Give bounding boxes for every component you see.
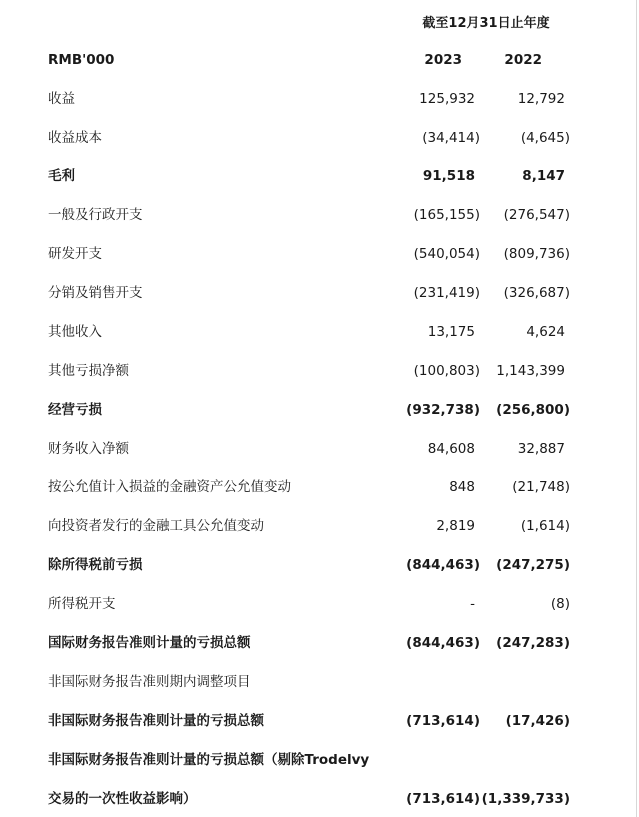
row-label: 毛利 xyxy=(48,168,75,184)
value-2023: 125,932 xyxy=(419,91,475,107)
column-header-row xyxy=(0,50,637,88)
value-2022: 8,147 xyxy=(522,168,565,184)
value-2023: (713,614) xyxy=(406,791,480,807)
value-2022: 1,143,399 xyxy=(496,363,565,379)
value-2023: (34,414) xyxy=(422,130,480,146)
table-row xyxy=(0,89,637,127)
year-2023-header: 2023 xyxy=(424,52,462,68)
table-row xyxy=(0,244,637,282)
value-2022: (21,748) xyxy=(512,479,570,495)
table-row xyxy=(0,166,637,204)
table-row xyxy=(0,750,637,788)
row-label: 经营亏损 xyxy=(48,402,102,418)
table-row xyxy=(0,555,637,593)
year-2022-header: 2022 xyxy=(504,52,542,68)
row-label: 按公允值计入损益的金融资产公允值变动 xyxy=(48,479,291,495)
table-row xyxy=(0,322,637,360)
value-2023: 13,175 xyxy=(427,324,475,340)
value-2022: (1,339,733) xyxy=(481,791,570,807)
row-label: 收益成本 xyxy=(48,130,102,146)
value-2022: (256,800) xyxy=(496,402,570,418)
table-row xyxy=(0,439,637,477)
period-header: 截至12月31日止年度 xyxy=(422,16,550,31)
value-2023: 2,819 xyxy=(436,518,475,534)
table-row xyxy=(0,361,637,399)
value-2022: (247,283) xyxy=(496,635,570,651)
value-2023: (844,463) xyxy=(406,635,480,651)
table-row xyxy=(0,672,637,710)
row-label: 国际财务报告准则计量的亏损总额 xyxy=(48,635,251,651)
table-row xyxy=(0,400,637,438)
row-label: 收益 xyxy=(48,91,75,107)
row-label: 一般及行政开支 xyxy=(48,207,143,223)
value-2023: (844,463) xyxy=(406,557,480,573)
value-2022: (4,645) xyxy=(520,130,570,146)
value-2022: 32,887 xyxy=(517,441,565,457)
value-2023: 91,518 xyxy=(422,168,475,184)
value-2022: (247,275) xyxy=(496,557,570,573)
table-row xyxy=(0,633,637,671)
value-2023: (713,614) xyxy=(406,713,480,729)
value-2023: - xyxy=(470,596,475,612)
value-2023: (231,419) xyxy=(413,285,480,301)
value-2023: (100,803) xyxy=(413,363,480,379)
row-label: 其他亏损净额 xyxy=(48,363,129,379)
table-row xyxy=(0,594,637,632)
row-label: 除所得税前亏损 xyxy=(48,557,143,573)
table-row xyxy=(0,477,637,515)
value-2023: (165,155) xyxy=(413,207,480,223)
table-row xyxy=(0,789,637,817)
value-2023: 848 xyxy=(449,479,475,495)
row-label: 财务收入净额 xyxy=(48,441,129,457)
table-row xyxy=(0,516,637,554)
value-2022: (326,687) xyxy=(503,285,570,301)
value-2022: (1,614) xyxy=(520,518,570,534)
value-2022: (809,736) xyxy=(503,246,570,262)
value-2023: 84,608 xyxy=(427,441,475,457)
table-row xyxy=(0,205,637,243)
value-2023: (932,738) xyxy=(406,402,480,418)
value-2022: 12,792 xyxy=(517,91,565,107)
value-2022: 4,624 xyxy=(526,324,565,340)
row-label: 非国际财务报告准则期内调整项目 xyxy=(48,674,251,690)
row-label: 其他收入 xyxy=(48,324,102,340)
row-label: 分销及销售开支 xyxy=(48,285,143,301)
row-label: 交易的一次性收益影响） xyxy=(48,791,197,807)
table-row xyxy=(0,128,637,166)
row-label: 非国际财务报告准则计量的亏损总额（剔除Trodelvy xyxy=(48,752,370,768)
row-label: 向投资者发行的金融工具公允值变动 xyxy=(48,518,264,534)
value-2023: (540,054) xyxy=(413,246,480,262)
currency-label: RMB'000 xyxy=(48,52,115,68)
table-row xyxy=(0,711,637,749)
value-2022: (276,547) xyxy=(503,207,570,223)
row-label: 所得税开支 xyxy=(48,596,116,612)
table-row xyxy=(0,283,637,321)
row-label: 非国际财务报告准则计量的亏损总额 xyxy=(48,713,264,729)
row-label: 研发开支 xyxy=(48,246,102,262)
value-2022: (17,426) xyxy=(505,713,570,729)
value-2022: (8) xyxy=(550,596,570,612)
